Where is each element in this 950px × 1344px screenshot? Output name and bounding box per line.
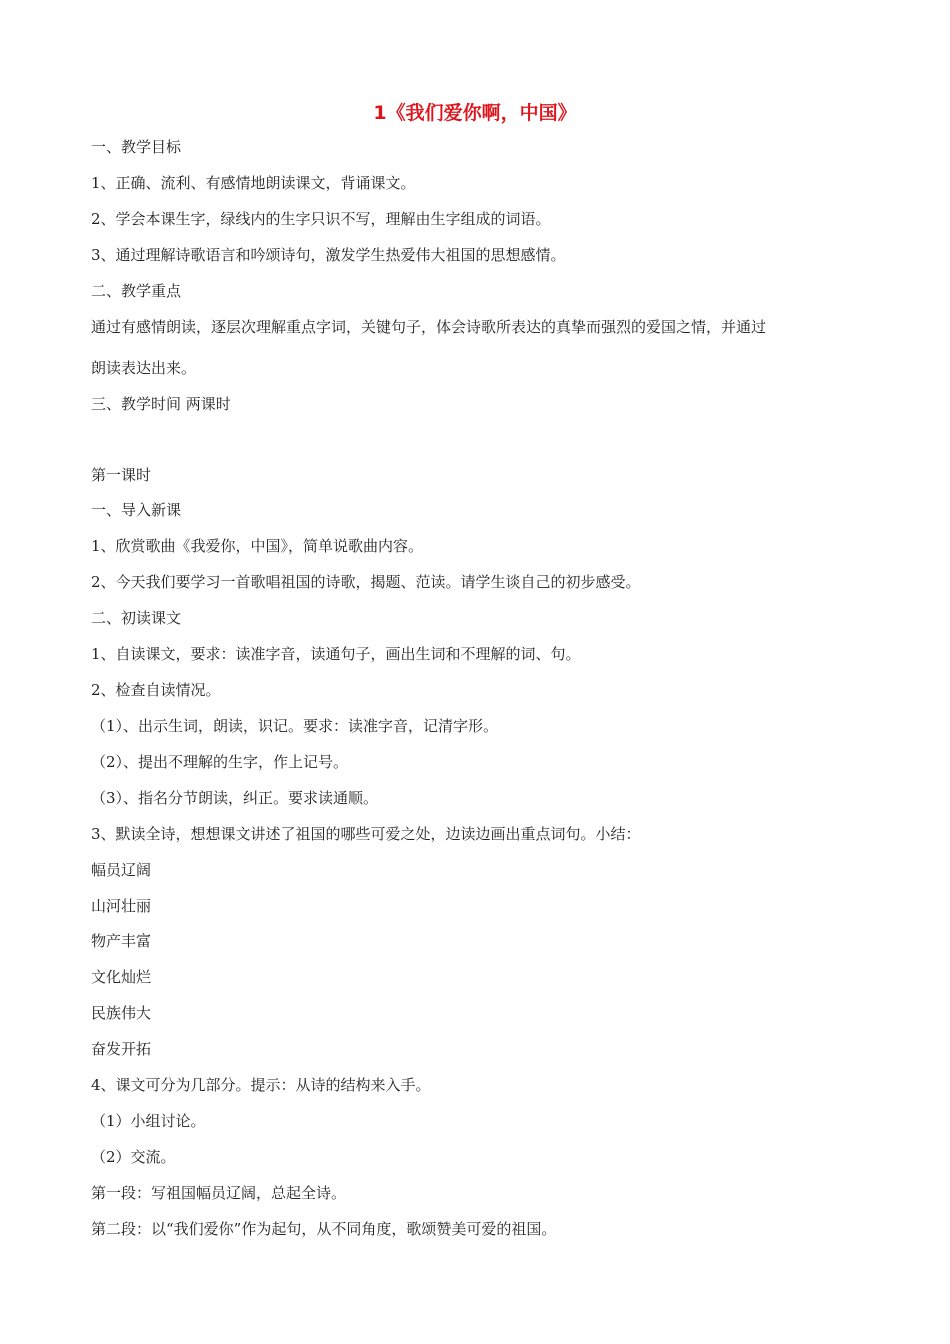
focus-text-line-1: 通过有感情朗读，逐层次理解重点字词，关键句子，体会诗歌所表达的真挚而强烈的爱国之情，并通过 (91, 318, 767, 336)
reading-item-1: 1、自读课文，要求：读准字音，读通句子，画出生词和不理解的词、句。 (91, 645, 581, 663)
goal-item-2: 2、学会本课生字，绿线内的生字只识不写，理解由生字组成的词语。 (91, 210, 551, 228)
intro-item-2: 2、今天我们要学习一首歌唱祖国的诗歌，揭题、范读。请学生谈自己的初步感受。 (91, 573, 641, 591)
focus-text-line-2: 朗读表达出来。 (91, 359, 197, 377)
summary-item-6: 奋发开拓 (91, 1040, 152, 1058)
document-title: 1《我们爱你啊，中国》 (373, 102, 577, 124)
intro-item-1: 1、欣赏歌曲《我爱你，中国》，简单说歌曲内容。 (91, 537, 424, 555)
goal-item-1: 1、正确、流利、有感情地朗读课文，背诵课文。 (91, 174, 416, 192)
summary-item-4: 文化灿烂 (91, 968, 152, 986)
reading-subitem-3: （3）、指名分节朗读，纠正。要求读通顺。 (91, 789, 379, 807)
discussion-subitem-2: （2）交流。 (91, 1148, 176, 1166)
summary-item-2: 山河壮丽 (91, 897, 152, 915)
lesson-heading: 第一课时 (91, 466, 152, 484)
summary-item-3: 物产丰富 (91, 932, 152, 950)
goal-item-3: 3、通过理解诗歌语言和吟颂诗句，激发学生热爱伟大祖国的思想感情。 (91, 246, 566, 264)
reading-subitem-1: （1）、出示生词，朗读，识记。要求：读准字音，记清字形。 (91, 717, 499, 735)
reading-item-2: 2、检查自读情况。 (91, 681, 221, 699)
paragraph-one-summary: 第一段：写祖国幅员辽阔，总起全诗。 (91, 1184, 347, 1202)
reading-item-3: 3、默读全诗，想想课文讲述了祖国的哪些可爱之处，边读边画出重点词句。小结： (91, 825, 641, 843)
step-heading-reading: 二、初读课文 (91, 609, 182, 627)
summary-item-1: 幅员辽阔 (91, 861, 152, 879)
step-heading-intro: 一、导入新课 (91, 501, 182, 519)
section-heading-goals: 一、教学目标 (91, 138, 182, 156)
section-heading-focus: 二、教学重点 (91, 282, 182, 300)
section-heading-time: 三、教学时间 两课时 (91, 395, 231, 413)
summary-item-5: 民族伟大 (91, 1004, 152, 1022)
paragraph-two-summary: 第二段：以“我们爱你”作为起句，从不同角度，歌颂赞美可爱的祖国。 (91, 1220, 557, 1238)
reading-item-4: 4、课文可分为几部分。提示：从诗的结构来入手。 (91, 1076, 431, 1094)
discussion-subitem-1: （1）小组讨论。 (91, 1112, 206, 1130)
reading-subitem-2: （2）、提出不理解的生字，作上记号。 (91, 753, 349, 771)
